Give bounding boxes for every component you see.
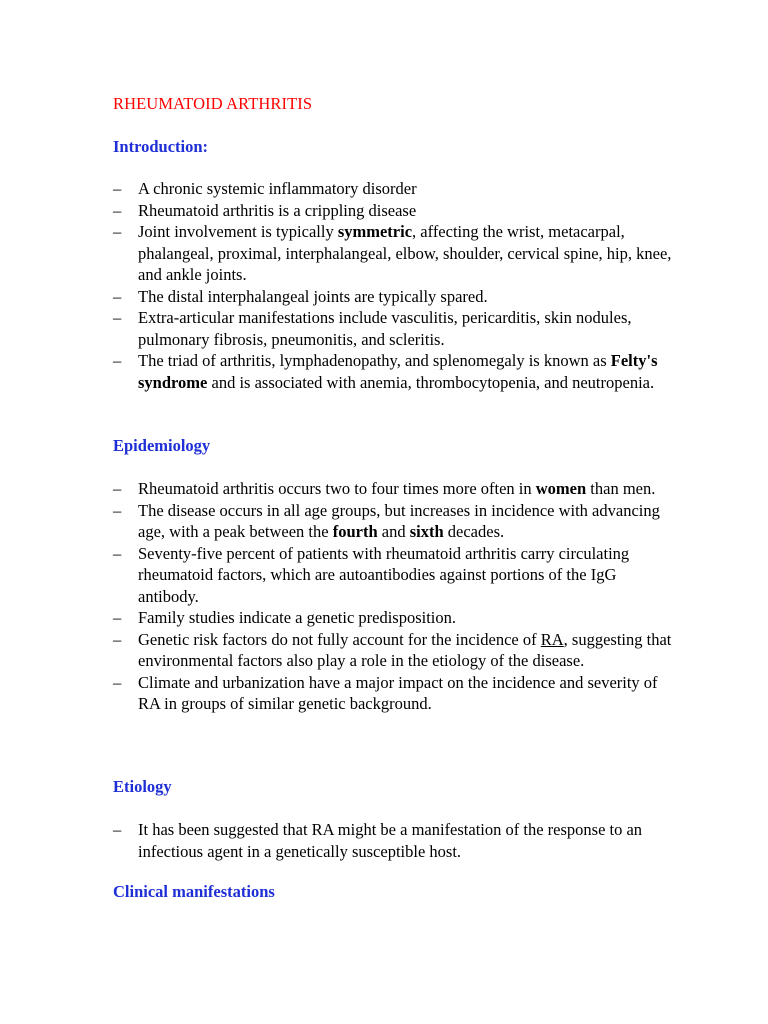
bullet-dash: – xyxy=(113,629,122,649)
list-item xyxy=(113,478,673,500)
item-text: decades. xyxy=(443,522,505,541)
section-heading-epidemiology: Epidemiology xyxy=(113,436,211,455)
list-item xyxy=(113,350,673,393)
bullet-dash: – xyxy=(113,672,122,692)
section-heading-clinical-manifestations: Clinical manifestations xyxy=(113,882,275,901)
item-text: Rheumatoid arthritis is a crippling disease xyxy=(138,200,417,220)
document-title: RHEUMATOID ARTHRITIS xyxy=(113,94,313,113)
section-heading-etiology: Etiology xyxy=(113,777,172,796)
introduction-list xyxy=(113,178,673,393)
bold-text: symmetric xyxy=(337,222,413,241)
item-text: It has been suggested that RA might be a manifestation of the response to an infectious agent in a genetically susceptible host. xyxy=(138,820,643,861)
item-text: The triad of arthritis, lymphadenopathy, and splenomegaly is known as xyxy=(138,351,611,370)
bullet-dash: – xyxy=(113,179,122,198)
item-text: than men. xyxy=(586,479,656,498)
etiology-list xyxy=(113,819,673,862)
list-item xyxy=(113,819,673,862)
item-text: and xyxy=(377,522,410,541)
item-text: Extra-articular manifestations include vasculitis, pericarditis, skin nodules, pulmonary fibrosis, pneumonitis, and scleritis. xyxy=(138,308,632,349)
bullet-dash: – xyxy=(113,286,122,306)
item-text: , affecting the wrist, metacarpal, phalangeal, proximal, interphalangeal, elbow, shoulder, cervical spine, hip, knee, and ankle joints. xyxy=(138,222,672,284)
list-item xyxy=(113,543,673,608)
section-heading-introduction: Introduction: xyxy=(113,137,209,156)
item-text: The distal interphalangeal joints are typically spared. xyxy=(138,286,488,306)
item-text: , suggesting that environmental factors also play a role in the etiology of the disease. xyxy=(138,629,672,670)
bold-text: sixth xyxy=(409,522,444,541)
bullet-dash: – xyxy=(113,479,122,498)
bullet-dash: – xyxy=(113,222,122,241)
list-item xyxy=(113,221,673,286)
bullet-dash: – xyxy=(113,200,122,220)
bullet-dash: – xyxy=(113,351,122,370)
bullet-dash: – xyxy=(113,543,122,563)
list-item xyxy=(113,307,673,350)
item-text: Joint involvement is typically xyxy=(138,222,338,241)
bold-text: Felty's syndrome xyxy=(138,351,658,392)
bullet-dash: – xyxy=(113,500,122,520)
item-text: and is associated with anemia, thrombocytopenia, and neutropenia. xyxy=(207,372,655,392)
bullet-dash: – xyxy=(113,608,122,627)
item-text: Family studies indicate a genetic predisposition. xyxy=(138,608,457,627)
item-text: A chronic systemic inflammatory disorder xyxy=(138,179,417,198)
item-text: The disease occurs in all age groups, but increases in incidence with advancing age, with a peak between the xyxy=(138,500,660,541)
list-item xyxy=(113,286,673,308)
item-text: Rheumatoid arthritis occurs two to four times more often in xyxy=(138,479,536,498)
item-text: Seventy-five percent of patients with rheumatoid arthritis carry circulating rheumatoid factors, which are autoantibodies against portions of the IgG antibody. xyxy=(138,543,630,606)
underlined-text: RA xyxy=(540,629,564,649)
list-item xyxy=(113,178,673,200)
bullet-dash: – xyxy=(113,308,122,327)
list-item xyxy=(113,629,673,672)
list-item xyxy=(113,200,673,222)
list-item xyxy=(113,672,673,715)
list-item xyxy=(113,607,673,629)
list-item xyxy=(113,500,673,543)
bold-text: women xyxy=(535,479,587,498)
bullet-dash: – xyxy=(113,820,122,839)
epidemiology-list xyxy=(113,478,673,715)
item-text: Genetic risk factors do not fully account for the incidence of xyxy=(138,629,541,649)
item-text: Climate and urbanization have a major impact on the incidence and severity of RA in groups of similar genetic background. xyxy=(138,672,658,713)
bold-text: fourth xyxy=(332,522,378,541)
